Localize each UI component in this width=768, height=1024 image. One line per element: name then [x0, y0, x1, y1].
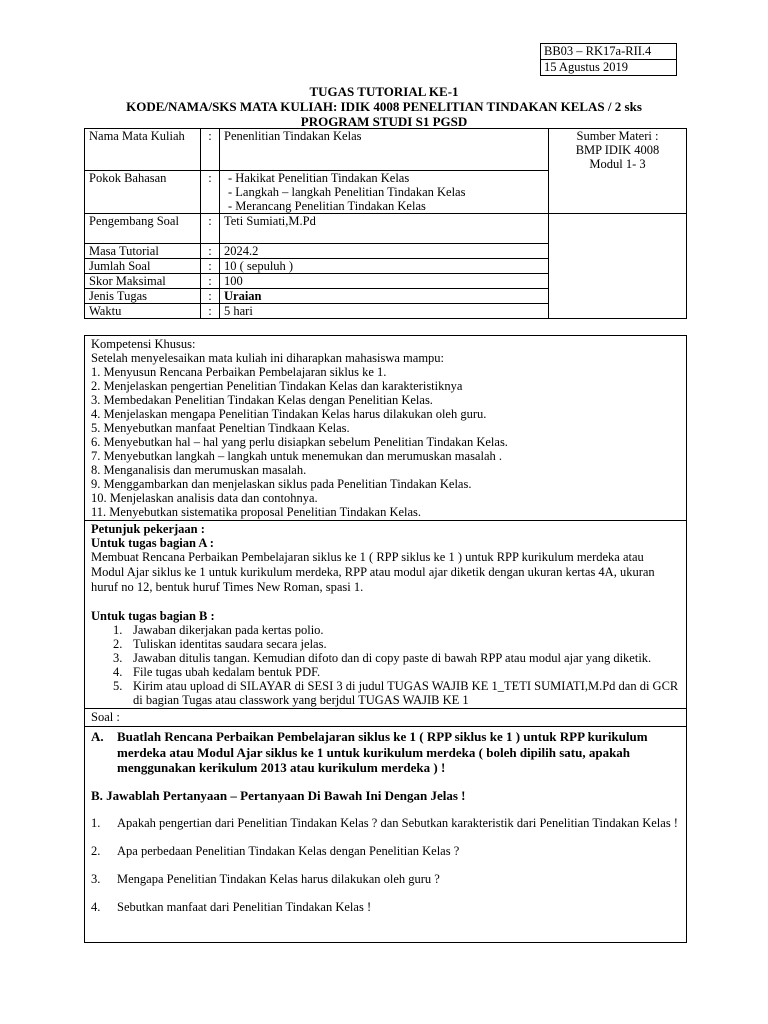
value-skor: 100 [220, 274, 549, 289]
title-program: PROGRAM STUDI S1 PGSD [300, 114, 468, 129]
petunjuk-section [85, 521, 686, 709]
empty-cell [549, 214, 687, 319]
kompetensi-heading: Kompetensi Khusus: [91, 337, 196, 351]
colon: : [201, 129, 220, 171]
document-date: 15 Agustus 2019 [541, 59, 676, 75]
item-text: Tuliskan identitas saudara secara jelas. [133, 637, 327, 651]
petunjuk-b-heading: Untuk tugas bagian B : [91, 609, 215, 623]
soal-heading: Soal : [91, 710, 120, 724]
colon: : [201, 304, 220, 319]
pokok-item: - Merancang Penelitian Tindakan Kelas [228, 199, 426, 213]
label-pengembang: Pengembang Soal [85, 214, 201, 244]
kompetensi-item: 5. Menyebutkan manfaat Peneltian Tindkaan Kelas. [91, 421, 350, 435]
colon: : [201, 259, 220, 274]
question-text: Apa perbedaan Penelitian Tindakan Kelas dengan Penelitian Kelas ? [117, 843, 460, 858]
value-jumlah: 10 ( sepuluh ) [220, 259, 549, 274]
kompetensi-item: 2. Menjelaskan pengertian Penelitian Tindakan Kelas dan karakteristiknya [91, 379, 463, 393]
kompetensi-item: 6. Menyebutkan hal – hal yang perlu disiapkan sebelum Penelitian Tindakan Kelas. [91, 435, 508, 449]
value-jenis: Uraian [220, 289, 549, 304]
sumber-materi-cell [549, 129, 687, 214]
petunjuk-a-heading: Untuk tugas bagian A : [91, 536, 214, 550]
value-masa: 2024.2 [220, 244, 549, 259]
question-number: 2. [91, 843, 101, 858]
question-number: 4. [91, 899, 101, 914]
title-tugas: TUGAS TUTORIAL KE-1 [309, 84, 459, 99]
soal-a-text: Buatlah Rencana Perbaikan Pembelajaran siklus ke 1 ( RPP siklus ke 1 ) untuk RPP kurikulum merdeka atau Modul Ajar siklus ke 1 untuk kurikulum merdeka ( boleh dipilih satu, apakah menggunakan kerikulum 2013 atau kurikulum merdeka ) ! [117, 729, 648, 775]
document-titles [0, 84, 768, 129]
document-code: BB03 – RK17a-RII.4 [544, 44, 652, 58]
question-text: Mengapa Penelitian Tindakan Kelas harus dilakukan oleh guru ? [117, 871, 440, 886]
value-pokok [220, 171, 549, 214]
petunjuk-a-text: Membuat Rencana Perbaikan Pembelajaran siklus ke 1 ( RPP siklus ke 1 ) untuk RPP kurikulum merdeka atau Modul Ajar siklus ke 1 untuk kurikulum merdeka, RPP atau modul ajar diketik dengan ukuran kertas 4A, ukuran huruf no 12, bentuk huruf Times New Roman, spasi 1. [91, 550, 655, 594]
question-number: 3. [91, 871, 101, 886]
kompetensi-intro: Setelah menyelesaikan mata kuliah ini diharapkan mahasiswa mampu: [91, 351, 445, 365]
value-pengembang: Teti Sumiati,M.Pd [220, 214, 549, 244]
colon: : [201, 171, 220, 214]
question-item [91, 899, 680, 915]
petunjuk-b-item [113, 637, 680, 651]
question-item [91, 871, 680, 887]
value-waktu: 5 hari [220, 304, 549, 319]
item-text: File tugas ubah kedalam bentuk PDF. [133, 665, 321, 679]
value-sumber-1: BMP IDIK 4008 [575, 143, 660, 157]
petunjuk-b-item [113, 679, 680, 707]
item-number: 5. [113, 679, 123, 693]
course-info-table [84, 128, 687, 319]
kompetensi-item: 8. Menganalisis dan merumuskan masalah. [91, 463, 307, 477]
colon: : [201, 289, 220, 304]
petunjuk-b-item [113, 665, 680, 679]
soal-a-number: A. [91, 729, 104, 744]
title-course: KODE/NAMA/SKS MATA KULIAH: IDIK 4008 PENELITIAN TINDAKAN KELAS / 2 sks [126, 99, 642, 114]
kompetensi-item: 7. Menyebutkan langkah – langkah untuk menemukan dan merumuskan masalah . [91, 449, 503, 463]
label-skor: Skor Maksimal [85, 274, 201, 289]
item-text: Jawaban ditulis tangan. Kemudian difoto dan di copy paste di bawah RPP atau modul ajar yang diketik. [133, 651, 652, 665]
petunjuk-b-item [113, 651, 680, 665]
item-number: 2. [113, 637, 123, 651]
label-nama: Nama Mata Kuliah [85, 129, 201, 171]
question-number: 1. [91, 815, 101, 830]
kompetensi-section [85, 336, 686, 521]
row-pengembang [85, 214, 687, 244]
petunjuk-b-item [113, 623, 680, 637]
value-nama: Penenlitian Tindakan Kelas [220, 129, 549, 171]
value-sumber-2: Modul 1- 3 [589, 157, 646, 171]
label-sumber: Sumber Materi : [576, 129, 659, 143]
question-item [91, 815, 680, 831]
soal-b-heading: B. Jawablah Pertanyaan – Pertanyaan Di Bawah Ini Dengan Jelas ! [91, 787, 466, 803]
kompetensi-item: 1. Menyusun Rencana Perbaikan Pembelajaran siklus ke 1. [91, 365, 387, 379]
label-pokok: Pokok Bahasan [85, 171, 201, 214]
item-text: Jawaban dikerjakan pada kertas polio. [133, 623, 324, 637]
row-nama [85, 129, 687, 171]
soal-a [91, 729, 680, 776]
item-number: 1. [113, 623, 123, 637]
soal-section [85, 727, 686, 916]
petunjuk-heading: Petunjuk pekerjaan : [91, 522, 205, 536]
label-jumlah: Jumlah Soal [85, 259, 201, 274]
question-text: Apakah pengertian dari Penelitian Tindakan Kelas ? dan Sebutkan karakteristik dari Penelitian Tindakan Kelas ! [117, 815, 678, 830]
assignment-box [84, 335, 687, 943]
petunjuk-b-list [91, 623, 680, 707]
soal-label-section [85, 709, 686, 727]
colon: : [201, 244, 220, 259]
kompetensi-item: 4. Menjelaskan mengapa Penelitian Tindakan Kelas harus dilakukan oleh guru. [91, 407, 487, 421]
kompetensi-item: 3. Membedakan Penelitian Tindakan Kelas dengan Penelitian Kelas. [91, 393, 433, 407]
item-text: Kirim atau upload di SILAYAR di SESI 3 di judul TUGAS WAJIB KE 1_TETI SUMIATI,M.Pd dan di GCR di bagian Tugas atau classwork yang berjdul TUGAS WAJIB KE 1 [133, 679, 679, 707]
pokok-item: - Hakikat Penelitian Tindakan Kelas [228, 171, 410, 185]
colon: : [201, 274, 220, 289]
colon: : [201, 214, 220, 244]
label-masa: Masa Tutorial [85, 244, 201, 259]
question-item [91, 843, 680, 859]
label-jenis: Jenis Tugas [85, 289, 201, 304]
pokok-item: - Langkah – langkah Penelitian Tindakan Kelas [228, 185, 466, 199]
kompetensi-item: 11. Menyebutkan sistematika proposal Penelitian Tindakan Kelas. [91, 505, 422, 519]
kompetensi-item: 10. Menjelaskan analisis data dan contohnya. [91, 491, 318, 505]
kompetensi-item: 9. Menggambarkan dan menjelaskan siklus pada Penelitian Tindakan Kelas. [91, 477, 472, 491]
label-waktu: Waktu [85, 304, 201, 319]
item-number: 4. [113, 665, 123, 679]
document-code-box [540, 43, 677, 76]
item-number: 3. [113, 651, 123, 665]
question-text: Sebutkan manfaat dari Penelitian Tindakan Kelas ! [117, 899, 372, 914]
